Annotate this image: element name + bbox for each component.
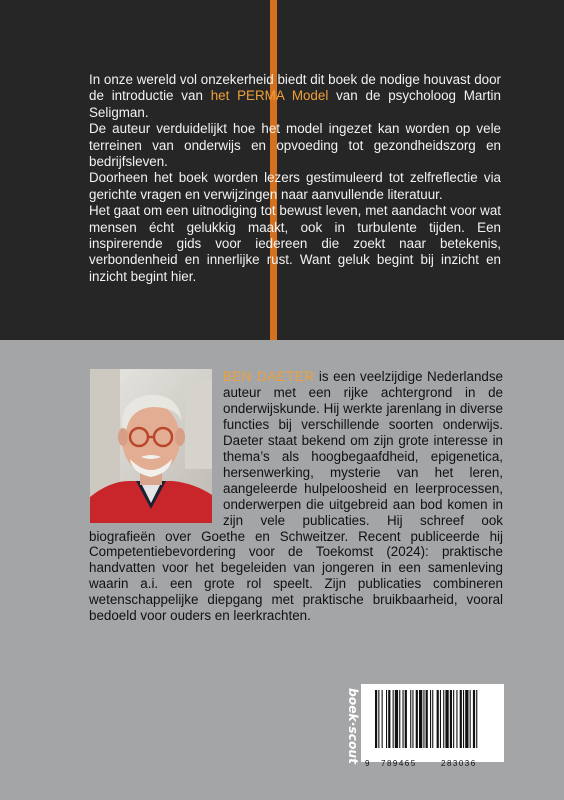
barcode-bar <box>410 690 411 748</box>
barcode-bar <box>416 690 418 748</box>
blurb-paragraph-4: Het gaat om een uitnodiging tot bewust leven, met aandacht voor wat mensen écht gelukkig maakt, ook in turbulente tijden. Een inspirerende gids voor iedereen die zoekt naar betekenis, verbondenheid en innerlijke rust. Want geluk begint bij inzicht en inzicht begint hier. <box>89 203 501 284</box>
blurb-p1-text: In onze wereld vol onzekerheid biedt dit boek de nodige houvast door de introductie van <box>89 72 501 104</box>
barcode-bars <box>361 684 504 750</box>
barcode-digit-first: 9 <box>365 759 370 768</box>
barcode-bar <box>395 690 398 748</box>
barcode-bar <box>386 690 387 748</box>
barcode-bar <box>437 690 439 748</box>
barcode-bar <box>393 690 394 748</box>
author-bio-text: is een veelzijdige Nederlandse auteur met een rijke achtergrond in de onderwijskunde. Hij werkte jarenlang in diverse functies bij verschillende soorten onderwijs. Daeter staat bekend om zijn grote interesse in thema’s als hoogbegaafdheid, epigenetica, hersenwerking, mysterie van het leren, aangeleerde hulpeloosheid en leerprocessen, onderwerpen die uitgebreid aan bod komen in zijn vele publicaties. Hij schreef ook biografieën over Goethe en Schweitzer. Recent publiceerde hij Competentiebevordering voor de Toekomst (2024): praktische handvatten voor het begeleiden van jongeren in een samenleving waarin a.i. een grote rol speelt. Zijn publicaties combineren wetenschappelijke diepgang met praktische bruikbaarheid, vooral bedoeld voor ouders en leerkrachten. <box>89 369 503 624</box>
barcode-bar <box>426 690 428 748</box>
blurb-p1-text-end: van de psycholoog Martin Seligman. <box>89 88 501 120</box>
barcode-bar <box>430 690 431 748</box>
barcode-bar <box>405 690 407 748</box>
barcode-bar <box>403 690 404 748</box>
isbn-barcode <box>361 684 504 768</box>
barcode-bar <box>419 690 422 748</box>
barcode-bar <box>382 690 383 748</box>
barcode-bar <box>412 690 413 748</box>
book-blurb <box>89 72 501 285</box>
barcode-digits-left: 789465 <box>381 759 417 768</box>
blurb-paragraph-1 <box>89 72 501 121</box>
barcode-bar <box>456 690 457 748</box>
barcode-bar <box>473 690 475 748</box>
barcode-bar <box>450 690 452 748</box>
publisher-logo <box>333 686 361 766</box>
barcode-bar <box>432 690 433 748</box>
blurb-paragraph-3: Doorheen het boek worden lezers gestimuleerd tot zelfreflectie via gerichte vragen en verwijzingen naar aanvullende literatuur. <box>89 170 501 202</box>
barcode-bar <box>470 690 471 748</box>
barcode-bar <box>378 690 379 748</box>
barcode-bar <box>460 690 462 748</box>
barcode-bar <box>440 690 441 748</box>
barcode-bar <box>463 690 464 748</box>
photo-spacer <box>90 369 212 523</box>
barcode-bar <box>399 690 400 748</box>
barcode-bar <box>445 690 448 748</box>
publisher-logo-text: boek·scout <box>346 688 361 766</box>
barcode-bar <box>443 690 444 748</box>
barcode-bar <box>375 690 377 748</box>
barcode-bar <box>465 690 468 748</box>
author-bio <box>89 369 503 624</box>
barcode-digits-right: 283036 <box>441 759 477 768</box>
perma-model-highlight: het PERMA Model <box>210 88 329 104</box>
barcode-bar <box>388 690 390 748</box>
blurb-paragraph-2: De auteur verduidelijkt hoe het model ingezet kan worden op vele terreinen van onderwijs en opvoeding tot gezondheidszorg en bedrijfsleven. <box>89 121 501 170</box>
barcode-bar <box>453 690 454 748</box>
author-name: BEN DAETER <box>223 369 315 384</box>
barcode-bar <box>423 690 424 748</box>
barcode-bar <box>476 690 477 748</box>
